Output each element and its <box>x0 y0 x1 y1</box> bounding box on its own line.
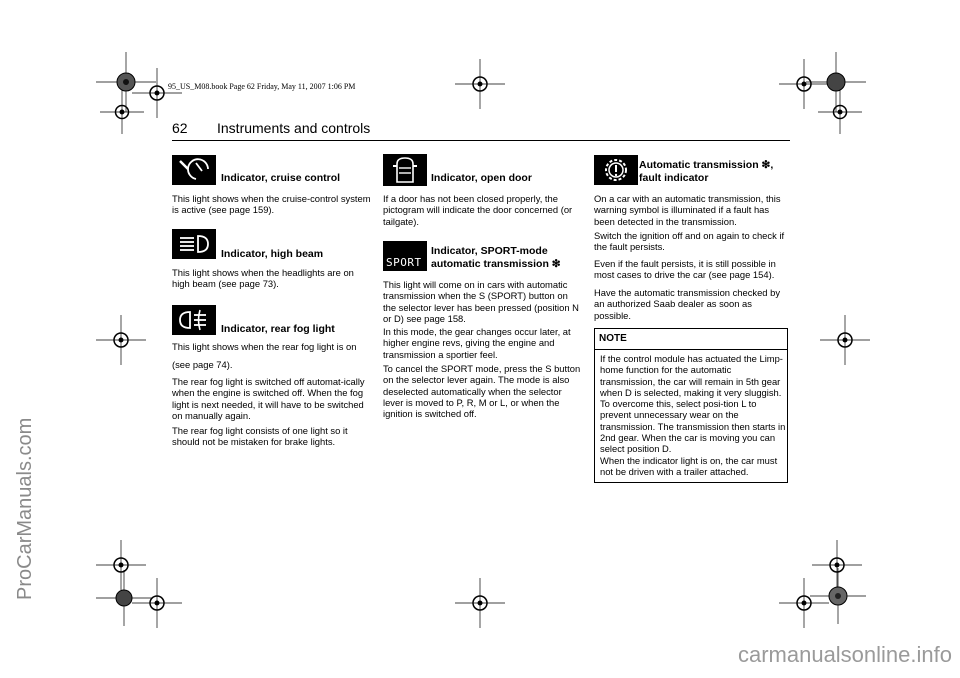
auto-transmission-text-3: Even if the fault persists, it is still possible in most cases to drive the car (see page 154). <box>594 258 776 281</box>
open-door-heading: Indicator, open door <box>431 172 532 184</box>
rear-fog-light-icon <box>172 305 216 335</box>
registration-mark-left-mid <box>96 315 146 365</box>
header-rule <box>172 140 790 141</box>
auto-transmission-text-2: Switch the ignition off and on again to check if the fault persists. <box>594 230 785 253</box>
cruise-control-icon <box>172 155 216 185</box>
rear-fog-text-4: The rear fog light consists of one light so it should not be mistaken for brake lights. <box>172 425 348 448</box>
registration-mark-top-center <box>455 59 505 109</box>
registration-mark-bottom-right-3 <box>810 568 866 624</box>
registration-mark-bottom-center <box>455 578 505 628</box>
book-info-line: 95_US_M08.book Page 62 Friday, May 11, 2007 1:06 PM <box>168 82 356 91</box>
sport-icon-label: SPORT <box>386 256 422 269</box>
note-title: NOTE <box>599 333 627 344</box>
rear-fog-text-1: This light shows when the rear fog light is on <box>172 341 357 352</box>
open-door-text: If a door has not been closed properly, the pictogram will indicate the door concerned (or tailgate). <box>383 193 573 227</box>
cruise-control-heading: Indicator, cruise control <box>221 172 341 184</box>
note-text-1: If the control module has actuated the Limp-home function for the automatic transmission, the car will remain in 5th gear when D is selected, making it very sluggish. To overcome this, select posi-tion L to prevent unnecessary wear on the transmission. The transmission then starts in 2nd gear. When the car is moving you can select position D. <box>600 353 786 455</box>
sport-mode-heading-line2: automatic transmission ❇ <box>431 258 561 270</box>
sport-mode-text-3: To cancel the SPORT mode, press the S button on the selector lever again. The mode is also deselected automatically when the selector lever is moved to P, R, M or L, or when the ignition is switched off. <box>383 363 581 420</box>
sport-mode-text-1: This light will come on in cars with automatic transmission when the S (SPORT) button on the selector lever has been pressed (position N or D) see page 158. <box>383 279 579 324</box>
sport-mode-icon <box>383 241 427 271</box>
gear-warning-icon <box>594 155 638 185</box>
sport-mode-heading-line1: Indicator, SPORT-mode <box>431 245 548 257</box>
auto-transmission-heading-line2: fault indicator <box>639 172 709 184</box>
registration-mark-bottom-left-3 <box>132 578 182 628</box>
open-door-icon <box>383 154 427 186</box>
cruise-control-text: This light shows when the cruise-control system is active (see page 159). <box>172 193 371 216</box>
auto-transmission-text-4: Have the automatic transmission checked by an authorized Saab dealer as soon as possible. <box>594 287 781 321</box>
rear-fog-text-3: The rear fog light is switched off automat-ically when the engine is switched off. When the fog light is next needed, it will have to be switched on manually again. <box>172 376 365 421</box>
registration-mark-left-upper <box>100 90 144 134</box>
note-text-2: When the indicator light is on, the car must not be driven with a trailer attached. <box>600 455 778 478</box>
auto-transmission-text-1: On a car with an automatic transmission, this warning symbol is illuminated if a fault has been detected in the transmission. <box>594 193 781 227</box>
watermark-bottom: carmanualsonline.info <box>737 642 952 667</box>
high-beam-heading: Indicator, high beam <box>221 248 324 260</box>
page-number: 62 <box>172 120 188 136</box>
page-title: Instruments and controls <box>217 120 371 136</box>
registration-mark-right-mid <box>820 315 870 365</box>
rear-fog-heading: Indicator, rear fog light <box>221 323 335 335</box>
note-divider <box>595 349 787 350</box>
rear-fog-text-2: (see page 74). <box>172 359 233 370</box>
registration-mark-right-upper <box>818 90 862 134</box>
high-beam-text: This light shows when the headlights are on high beam (see page 73). <box>172 267 354 290</box>
note-box <box>594 328 788 483</box>
auto-transmission-heading-line1: Automatic transmission ❇, <box>639 159 774 171</box>
sport-mode-text-2: In this mode, the gear changes occur later, at higher engine revs, giving the engine and transmission a sportier feel. <box>383 326 571 360</box>
watermark-side: ProCarManuals.com <box>14 417 36 600</box>
high-beam-icon <box>172 229 216 259</box>
